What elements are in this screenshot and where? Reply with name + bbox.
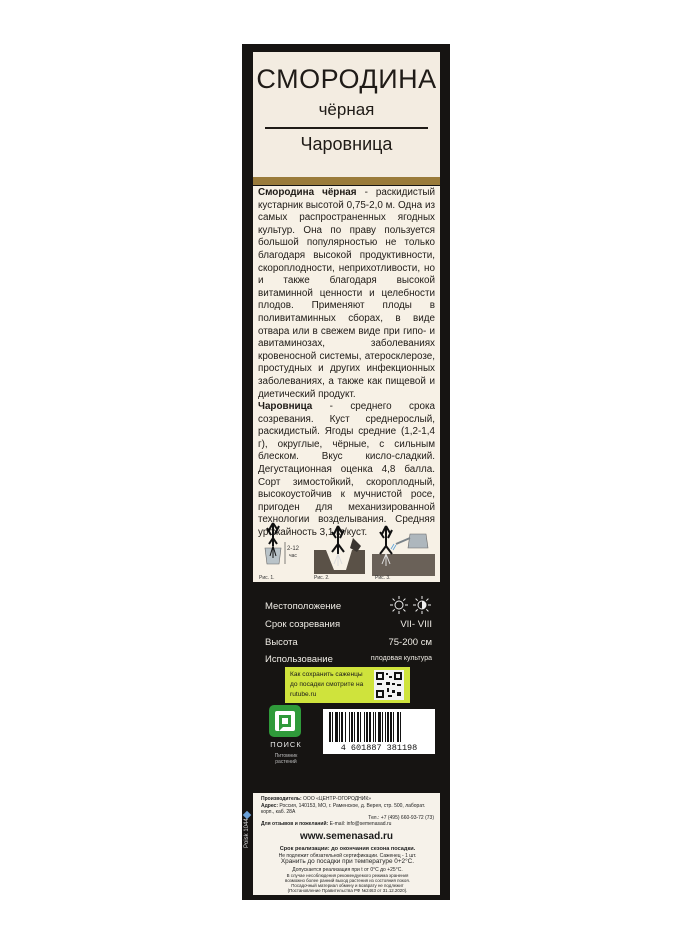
planting-picture — [312, 520, 367, 582]
header-panel — [253, 52, 440, 177]
product-code: Poisk 1044 — [244, 818, 250, 848]
watering-picture — [372, 520, 435, 582]
qr-line-3: rutube.ru — [290, 690, 317, 698]
poisk-logo — [263, 700, 313, 770]
spec-usage-value: плодовая культура — [370, 655, 432, 662]
poisk-logo-icon — [268, 704, 302, 738]
species-name: Смородина чёрная — [258, 187, 357, 198]
qr-text — [290, 670, 378, 699]
logo-sub-1: Питомник — [274, 753, 298, 759]
transport-note: Допускается реализация при t от 0°С до +25°С. — [292, 867, 403, 873]
barcode-bars — [329, 712, 429, 742]
storage-note: Хранить до посадки при температуре 0+2°С. — [280, 858, 415, 865]
species-description: - раскидистый кустарник высотой 0,75-2,0 м. Одна из самых распространенных ягодных культур. Она по праву пользуется большой популярностью не только благодаря высокой продуктивности, скороплодности, неприхотливости, но и также благодаря высокой витаминной ценности и целебности плодов. Применяют плоды в поливитаминных сборах, в виде отвара или в свежем виде при гипо- и авитаминозах, заболеваниях кровеносной системы, атеросклерозе, простудных и других инфекционных заболеваниях, а также как пищевой и диетический продукт. — [258, 187, 435, 400]
legal-notes — [261, 873, 434, 893]
spec-usage-label: Использование — [265, 654, 333, 665]
producer-panel — [253, 793, 440, 895]
variety-name: Чаровница — [300, 134, 393, 154]
barcode-number: 4 601887 381198 — [340, 743, 418, 753]
planting-pictures — [257, 520, 435, 582]
logo-name: ПОИСК — [270, 740, 302, 749]
soaking-picture — [257, 520, 307, 582]
realization-term: Срок реализации: до окончания сезона посадки. — [279, 846, 416, 852]
rutube-qr-box[interactable] — [285, 667, 410, 703]
barcode — [323, 709, 435, 754]
fig-3-caption: Рис. 3. — [375, 575, 391, 581]
address-label: Адрес: — [261, 803, 278, 809]
variety-description: - среднего срока созревания. Куст среднерослый, раскидистый. Ягоды средние (1,2-1,4 г), округлые, чёрные, с сильным блеском. Вкус кисло-сладкий. Дегустационная оценка 4,8 балла. Сорт зимостойкий, скороплодный, высокоустойчив к мучнистой росе, пригоден для механизированной технологии возделывания. Средняя урожайность 3,1 кг/куст. — [258, 401, 435, 539]
producer-name: ООО «ЦЕНТР-ОГОРОДНИК» — [303, 796, 372, 802]
gold-divider — [253, 177, 440, 185]
product-title: СМОРОДИНА — [256, 64, 437, 94]
website-link[interactable]: www.semenasad.ru — [300, 831, 393, 842]
spec-ripening-label: Срок созревания — [265, 619, 341, 630]
logo-sub-2: растений — [275, 759, 297, 765]
address-line — [261, 803, 434, 815]
spec-height-label: Высота — [265, 637, 298, 648]
description-text — [258, 187, 435, 540]
certification-note: Не подлежит обязательной сертификации. Саженец - 1 шт. — [278, 853, 417, 859]
feedback-line — [261, 821, 434, 827]
spec-location-label: Местоположение — [265, 601, 342, 612]
legal-note-4: (Постановление Правительства РФ №2463 от 31.12.2020). — [287, 888, 408, 893]
soak-time: 2-12 — [287, 546, 300, 552]
legal-note-1: В случае несоблюдения рекомендуемого режима хранения — [286, 873, 409, 878]
address-value: Россия, 140153, МО, г. Раменское, д. Верея, стр. 500, лаборат. корп., каб. 28А — [261, 803, 426, 816]
email-value[interactable]: E-mail: info@semenasad.ru — [329, 821, 392, 827]
producer-line — [261, 796, 434, 802]
spec-ripening-value: VII- VIII — [400, 619, 432, 630]
qr-line-1: Как сохранить саженцы — [290, 671, 363, 678]
title-divider — [265, 127, 428, 129]
soak-unit: час — [289, 553, 297, 559]
qr-code-icon[interactable] — [374, 670, 404, 700]
fig-1-caption: Рис. 1. — [259, 575, 275, 581]
product-subtitle: чёрная — [318, 100, 375, 119]
phone-line: Тел.: +7 (495) 660-93-72 (73) — [368, 815, 434, 821]
partial-shade-icon — [413, 596, 431, 614]
spec-height-value: 75-200 см — [388, 637, 432, 648]
feedback-label: Для отзывов и пожеланий: — [261, 821, 329, 827]
producer-label: Производитель: — [261, 796, 302, 802]
fig-2-caption: Рис. 2. — [314, 575, 330, 581]
specs-table — [253, 590, 440, 675]
qr-line-2: до посадки смотрите на — [290, 680, 364, 688]
variety-label: Чаровница — [258, 401, 313, 413]
logo-subtitle — [263, 753, 309, 765]
legal-note-2: возможно более ранний выход растения из состояния покоя. — [285, 878, 410, 883]
legal-note-3: Посадочный материал обмену и возврату не подлежит — [291, 883, 404, 888]
sun-icon — [390, 596, 408, 614]
